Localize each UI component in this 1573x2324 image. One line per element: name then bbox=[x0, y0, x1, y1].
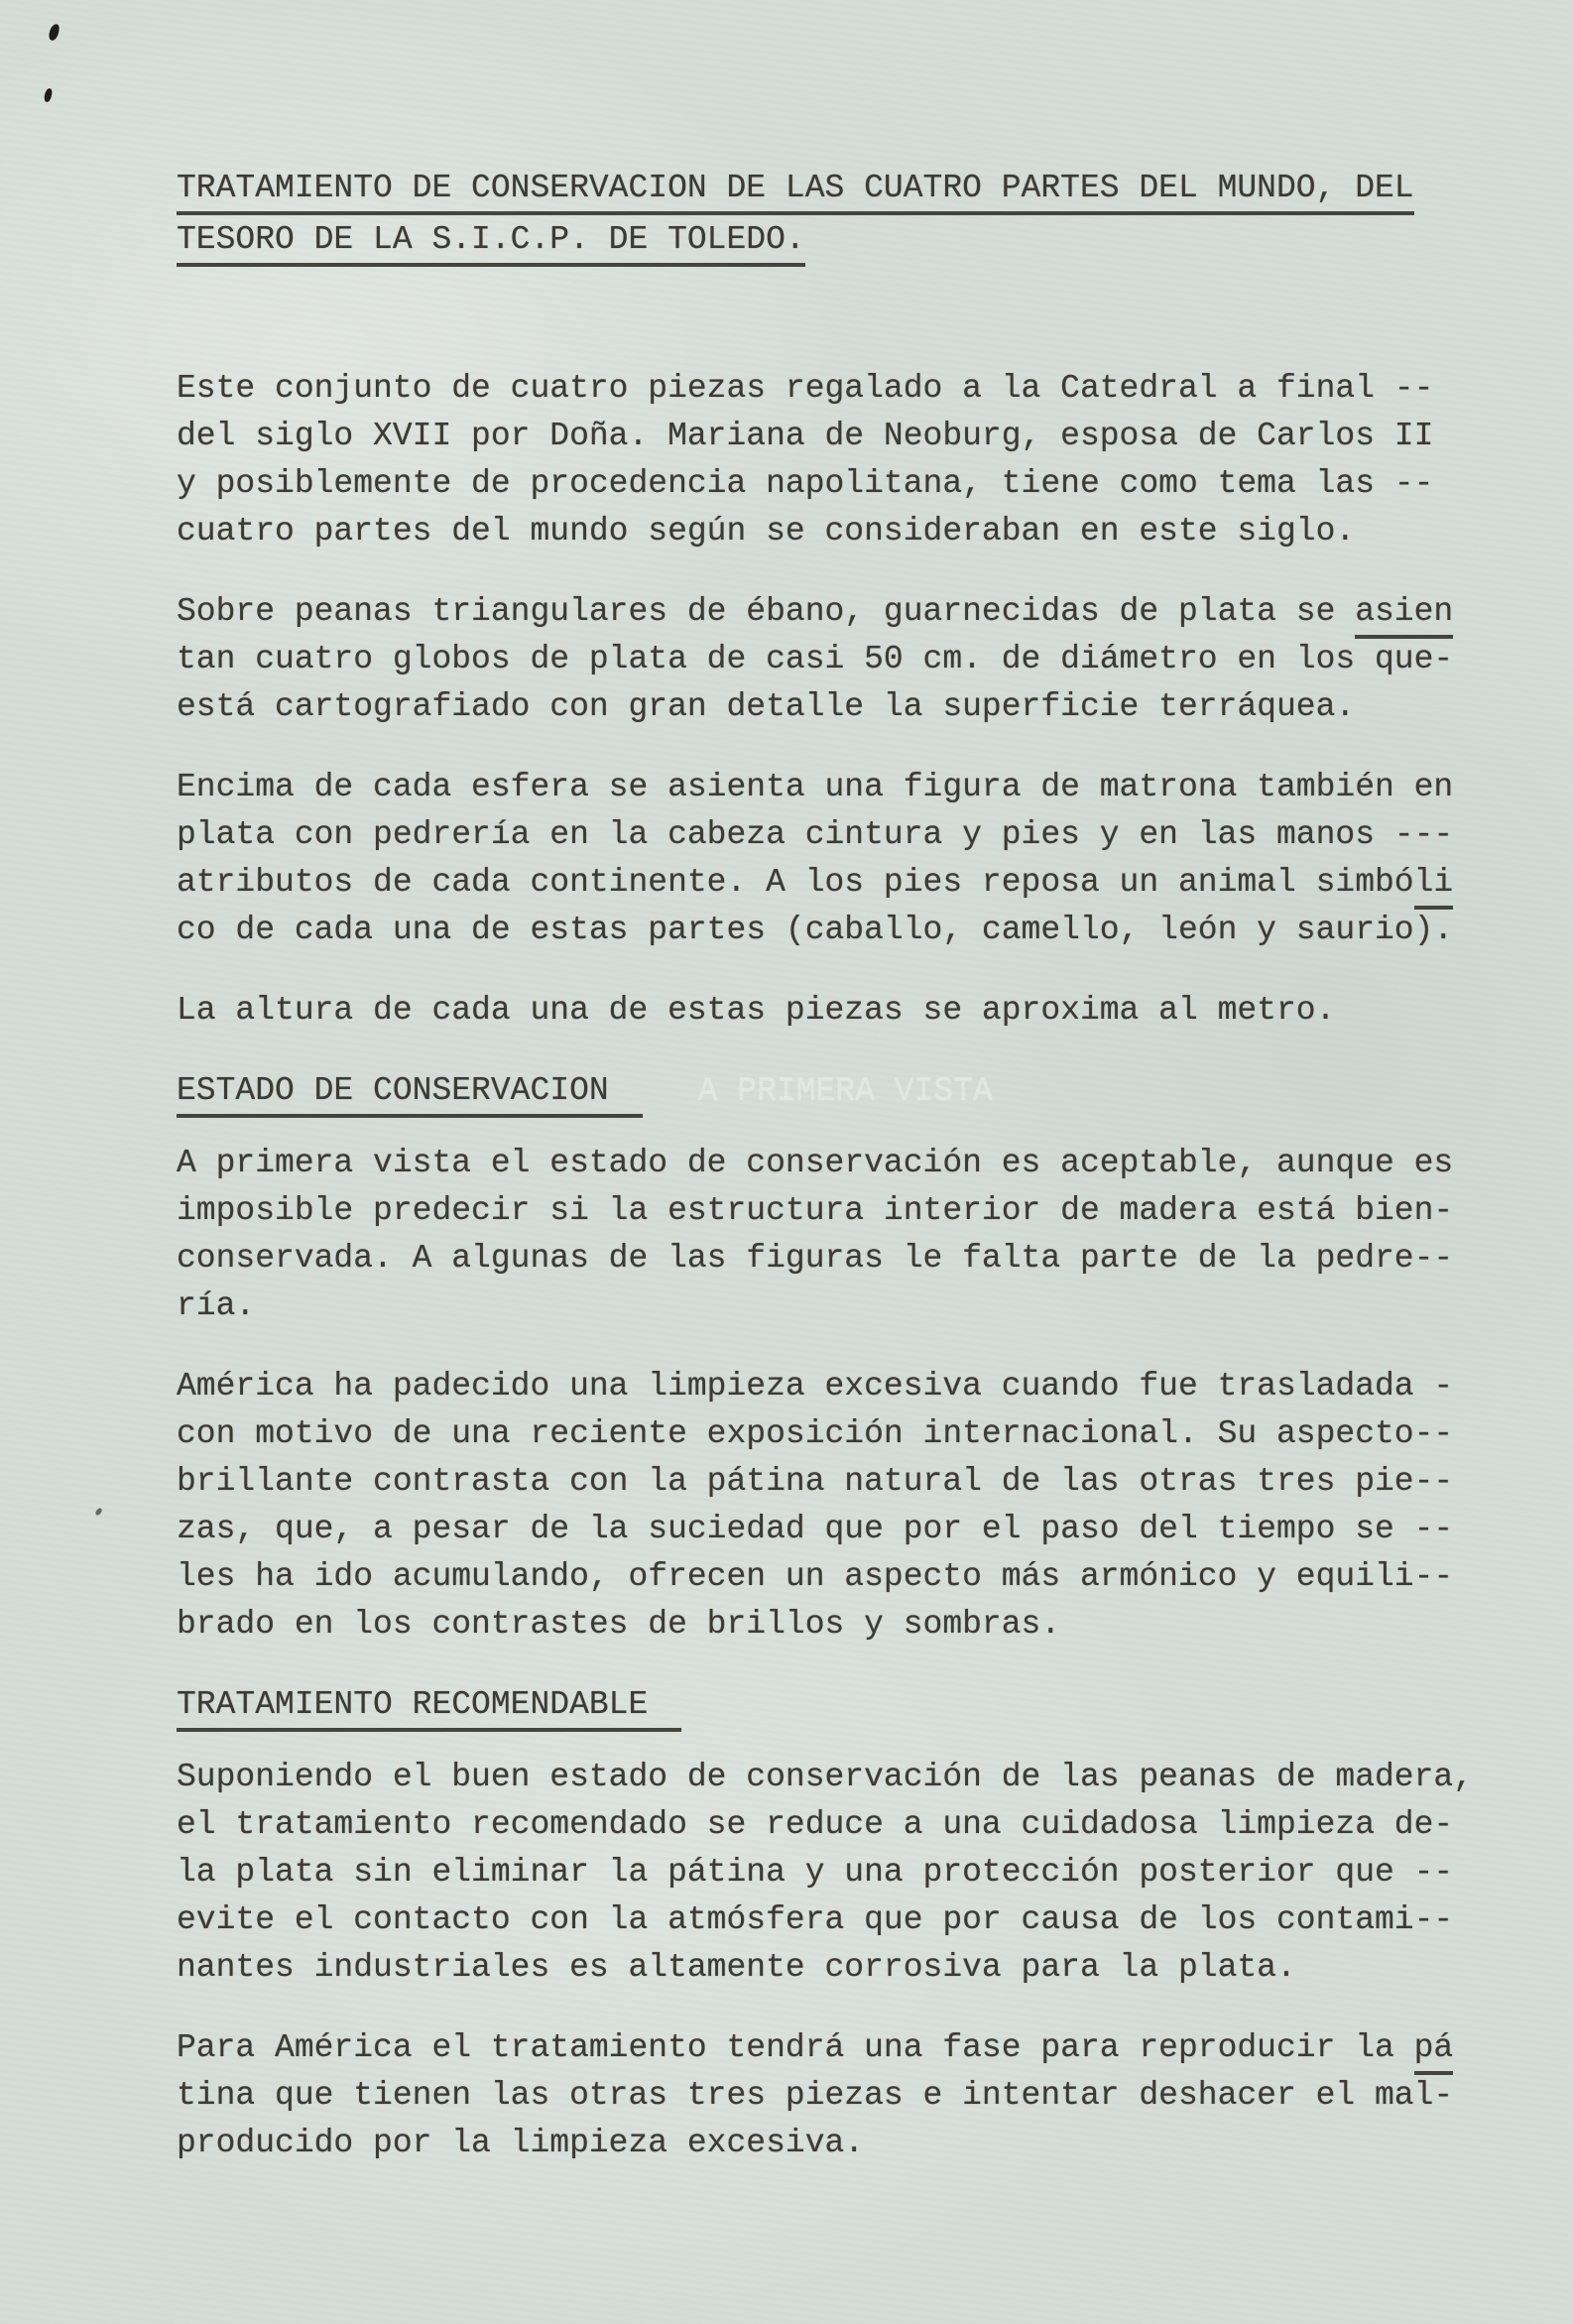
document-body bbox=[177, 163, 1474, 2167]
text-line: está cartografiado con gran detalle la superficie terráquea. bbox=[177, 688, 1356, 725]
paragraph bbox=[177, 1754, 1474, 1992]
paragraph bbox=[177, 987, 1454, 1035]
text-line: plata con pedrería en la cabeza cintura y pies y en las manos --- bbox=[177, 816, 1454, 853]
underlined-text: TRATAMIENTO DE CONSERVACION DE LAS CUATRO PARTES DEL MUNDO, DEL bbox=[177, 170, 1414, 215]
paragraph bbox=[177, 1363, 1454, 1649]
section-heading bbox=[177, 1681, 1454, 1729]
ink-speck bbox=[44, 87, 53, 102]
text-line: y posiblemente de procedencia napolitana, tiene como tema las -- bbox=[177, 465, 1434, 502]
text-line: ría. bbox=[177, 1287, 256, 1324]
ink-speck bbox=[48, 23, 60, 42]
erased-ghost-text: A PRIMERA VISTA bbox=[697, 1072, 993, 1109]
text-line: el tratamiento recomendado se reduce a una cuidadosa limpieza de- bbox=[177, 1806, 1454, 1843]
text-line: Suponiendo el buen estado de conservación de las peanas de madera, bbox=[177, 1759, 1474, 1795]
text-line bbox=[177, 1681, 1454, 1729]
text-line: evite el contacto con la atmósfera que por causa de los contami-- bbox=[177, 1901, 1454, 1938]
text-line: Sobre peanas triangulares de ébano, guarnecidas de plata se asien bbox=[177, 588, 1454, 636]
underlined-text: TESORO DE LA S.I.C.P. DE TOLEDO. bbox=[177, 221, 805, 267]
text-line bbox=[177, 214, 1454, 266]
text-line: imposible predecir si la estructura interior de madera está bien- bbox=[177, 1192, 1454, 1229]
ink-speck bbox=[94, 1507, 102, 1516]
text-line bbox=[177, 1067, 1454, 1115]
text-line: Encima de cada esfera se asienta una figura de matrona también en bbox=[177, 769, 1454, 805]
underlined-text: pá bbox=[1414, 2029, 1454, 2075]
text-line: les ha ido acumulando, ofrecen un aspecto más armónico y equili-- bbox=[177, 1558, 1454, 1595]
text-line: Para América el tratamiento tendrá una fase para reproducir la pá bbox=[177, 2024, 1454, 2072]
text-line: América ha padecido una limpieza excesiva cuando fue trasladada - bbox=[177, 1368, 1454, 1405]
text-line: conservada. A algunas de las figuras le falta parte de la pedre-- bbox=[177, 1240, 1454, 1277]
text-line: tina que tienen las otras tres piezas e intentar deshacer el mal- bbox=[177, 2077, 1454, 2114]
document-title bbox=[177, 163, 1454, 266]
section-heading bbox=[177, 1067, 1454, 1115]
text-line: A primera vista el estado de conservación es aceptable, aunque es bbox=[177, 1145, 1454, 1181]
text-line: zas, que, a pesar de la suciedad que por el paso del tiempo se -- bbox=[177, 1511, 1454, 1547]
text-line: tan cuatro globos de plata de casi 50 cm. de diámetro en los que- bbox=[177, 641, 1454, 677]
underlined-text: li bbox=[1414, 864, 1454, 910]
text-line: con motivo de una reciente exposición internacional. Su aspecto-- bbox=[177, 1415, 1454, 1452]
underlined-text: asien bbox=[1355, 593, 1453, 639]
paragraph bbox=[177, 1140, 1454, 1330]
text-line: La altura de cada una de estas piezas se aproxima al metro. bbox=[177, 992, 1336, 1029]
text-line bbox=[177, 163, 1454, 214]
text-line: brillante contrasta con la pátina natural de las otras tres pie-- bbox=[177, 1463, 1454, 1500]
underlined-text: ESTADO DE CONSERVACION bbox=[177, 1072, 643, 1118]
paragraph bbox=[177, 588, 1454, 731]
text-line: producido por la limpieza excesiva. bbox=[177, 2125, 865, 2161]
paragraph bbox=[177, 764, 1454, 954]
underlined-text: TRATAMIENTO RECOMENDABLE bbox=[177, 1686, 681, 1732]
text-line: cuatro partes del mundo según se consideraban en este siglo. bbox=[177, 513, 1356, 550]
text-line: nantes industriales es altamente corrosiva para la plata. bbox=[177, 1949, 1296, 1986]
paragraph bbox=[177, 2024, 1454, 2167]
text-line: Este conjunto de cuatro piezas regalado a la Catedral a final -- bbox=[177, 370, 1434, 407]
text-line: co de cada una de estas partes (caballo, camello, león y saurio). bbox=[177, 912, 1454, 948]
text-line: la plata sin eliminar la pátina y una protección posterior que -- bbox=[177, 1854, 1454, 1891]
text-line: atributos de cada continente. A los pies reposa un animal simbóli bbox=[177, 859, 1454, 907]
text-line: del siglo XVII por Doña. Mariana de Neoburg, esposa de Carlos II bbox=[177, 418, 1434, 454]
paragraph bbox=[177, 365, 1454, 555]
text-line: brado en los contrastes de brillos y sombras. bbox=[177, 1606, 1061, 1643]
